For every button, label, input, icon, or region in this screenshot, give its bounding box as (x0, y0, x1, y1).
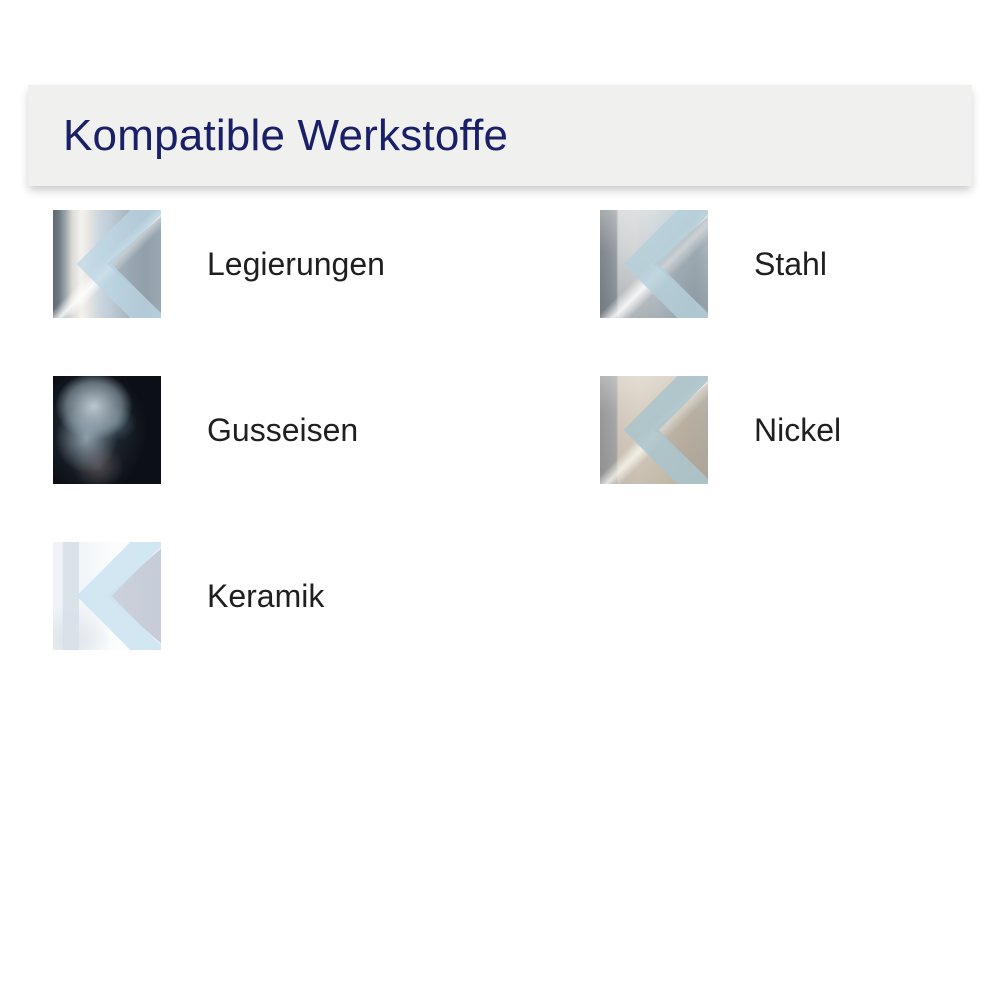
kennametal-k-watermark-icon (53, 542, 161, 650)
material-item-nickel[interactable] (575, 376, 972, 484)
material-thumbnail (53, 210, 161, 318)
kennametal-k-watermark-icon (600, 376, 708, 484)
material-label: Stahl (754, 245, 827, 282)
material-item-keramik[interactable] (28, 542, 575, 650)
material-label: Keramik (207, 577, 325, 614)
section-title: Kompatible Werkstoffe (63, 110, 509, 160)
kennametal-k-watermark-icon (53, 210, 161, 318)
material-thumbnail (53, 376, 161, 484)
material-item-stahl[interactable] (575, 210, 972, 318)
material-label: Nickel (754, 411, 842, 448)
material-thumbnail (600, 210, 708, 318)
material-thumbnail (53, 542, 161, 650)
material-label: Gusseisen (207, 411, 359, 448)
kennametal-k-watermark-icon (600, 210, 708, 318)
material-label: Legierungen (207, 245, 385, 282)
materials-grid (28, 210, 972, 650)
section-header (28, 85, 972, 186)
material-thumbnail (600, 376, 708, 484)
material-item-legierungen[interactable] (28, 210, 575, 318)
material-item-gusseisen[interactable] (28, 376, 575, 484)
